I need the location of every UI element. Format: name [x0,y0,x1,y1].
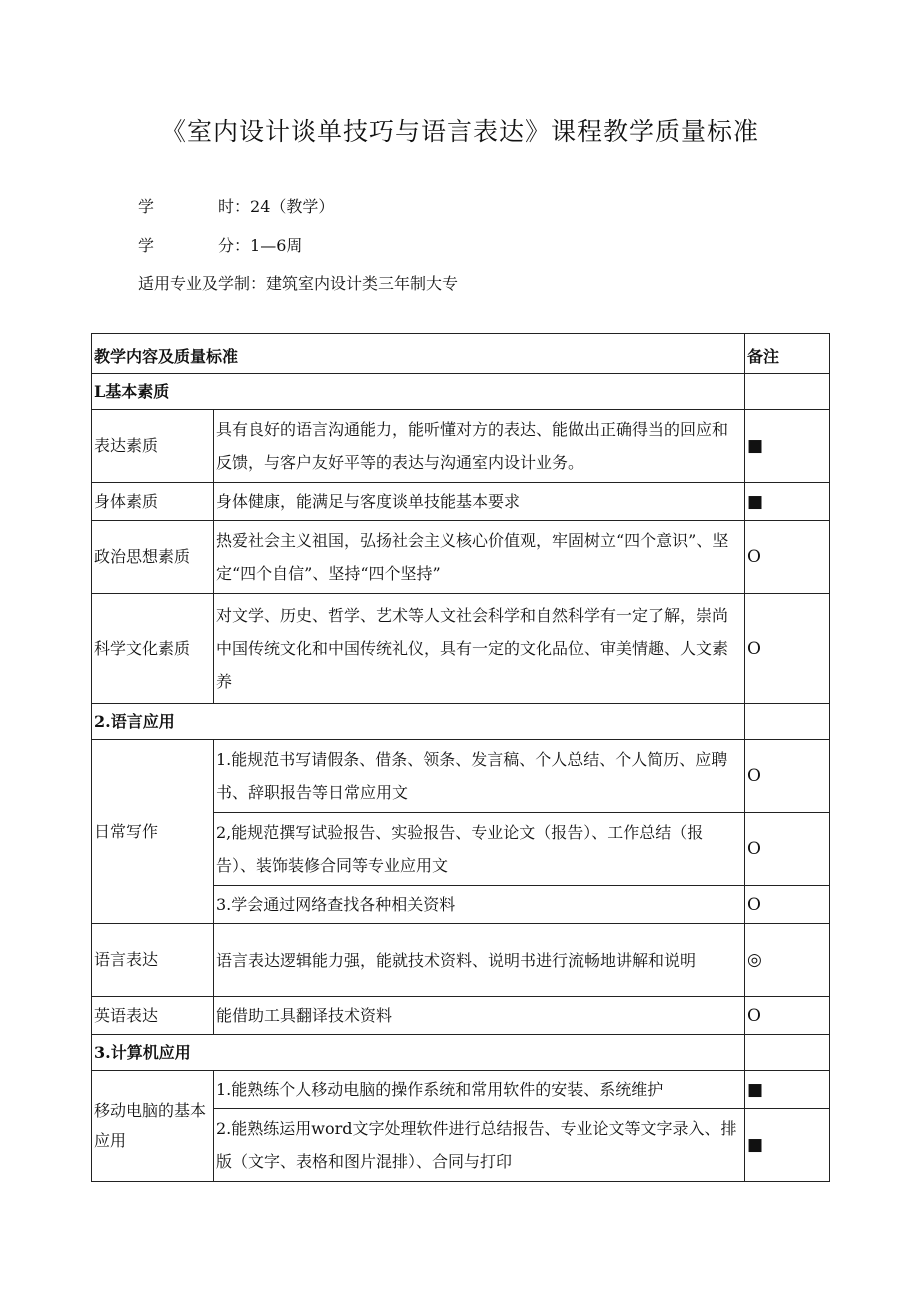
table-row [92,521,830,594]
category-cell: 表达素质 [92,410,214,483]
hours-line [138,194,334,217]
hours-value: 24（教学） [250,197,335,216]
mark-cell: O [745,813,830,886]
major-line [138,271,458,294]
mark-cell: O [745,997,830,1035]
mark-cell: O [745,740,830,813]
table-row [92,924,830,997]
section-row [92,374,830,410]
description-cell: 1.能规范书写请假条、借条、领条、发言稿、个人总结、个人简历、应聘书、辞职报告等日常应用文 [214,740,745,813]
description-cell: 能借助工具翻译技术资料 [214,997,745,1035]
description-cell: 2.能熟练运用word文字处理软件进行总结报告、专业论文等文字录入、排版（文字、表格和图片混排）、合同与打印 [214,1109,745,1182]
hours-label: 学 时： [138,197,251,216]
description-cell: 语言表达逻辑能力强，能就技术资料、说明书进行流畅地讲解和说明 [214,924,745,997]
category-cell: 身体素质 [92,483,214,521]
major-value: 建筑室内设计类三年制大专 [266,274,459,293]
mark-cell: ◎ [745,924,830,997]
mark-cell: ■ [745,1071,830,1109]
table-row [92,1071,830,1109]
header-content: 教学内容及质量标准 [92,334,745,374]
category-cell: 政治思想素质 [92,521,214,594]
description-cell: 3.学会通过网络查找各种相关资料 [214,886,745,924]
category-cell: 语言表达 [92,924,214,997]
table-row [92,483,830,521]
mark-cell: O [745,594,830,704]
quality-standard-table [91,333,830,1182]
description-cell: 对文学、历史、哲学、艺术等人文社会科学和自然科学有一定了解，崇尚中国传统文化和中国传统礼仪，具有一定的文化品位、审美情趣、人文素养 [214,594,745,704]
table-row [92,410,830,483]
document-title: 《室内设计谈单技巧与语言表达》课程教学质量标准 [160,117,759,146]
section-title: 3.计算机应用 [92,1035,745,1071]
table-row [92,997,830,1035]
description-cell: 1.能熟练个人移动电脑的操作系统和常用软件的安装、系统维护 [214,1071,745,1109]
section-title: 2.语言应用 [92,704,745,740]
mark-cell: O [745,521,830,594]
section-row [92,704,830,740]
table-row [92,594,830,704]
mark-cell: O [745,886,830,924]
table-header-row [92,334,830,374]
category-cell: 科学文化素质 [92,594,214,704]
mark-cell: ■ [745,1109,830,1182]
section-note [745,1035,830,1071]
credit-line [138,233,302,256]
section-note [745,704,830,740]
header-note: 备注 [745,334,830,374]
category-cell: 英语表达 [92,997,214,1035]
section-note [745,374,830,410]
credit-label: 学 分： [138,236,251,255]
major-label: 适用专业及学制： [138,274,267,293]
category-cell: 移动电脑的基本应用 [92,1071,214,1182]
table-row [92,740,830,813]
credit-value: 1—6周 [250,236,303,255]
category-cell: 日常写作 [92,740,214,924]
description-cell: 热爱社会主义祖国，弘扬社会主义核心价值观，牢固树立“四个意识”、坚定“四个自信”、坚持“四个坚持” [214,521,745,594]
section-row [92,1035,830,1071]
mark-cell: ■ [745,410,830,483]
description-cell: 2,能规范撰写试验报告、实验报告、专业论文（报告）、工作总结（报告）、装饰装修合同等专业应用文 [214,813,745,886]
mark-cell: ■ [745,483,830,521]
section-title: L基本素质 [92,374,745,410]
description-cell: 身体健康，能满足与客度谈单技能基本要求 [214,483,745,521]
description-cell: 具有良好的语言沟通能力，能听懂对方的表达、能做出正确得当的回应和反馈，与客户友好平等的表达与沟通室内设计业务。 [214,410,745,483]
